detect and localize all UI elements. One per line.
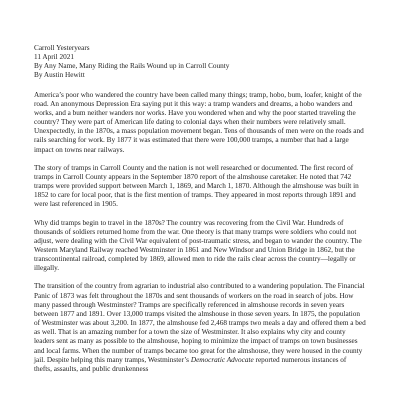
- article-header: [34, 44, 366, 81]
- paragraph-3: Why did tramps begin to travel in the 1870s? The country was recovering from the Civil War. Hundreds of thousands of soldiers returned home from the war. One theory is that many tramps were soldiers who could not adjust, were dealing with the Civil War equivalent of post-traumatic stress, and began to wander the country. The Western Maryland Railway reached Westminster in 1861 and New Windsor and Union Bridge in 1862, but the transcontinental railroad, completed by 1869, allowed men to ride the rails clear across the country—legally or illegally.: [34, 218, 362, 273]
- paragraph-2: The story of tramps in Carroll County and the nation is not well researched or documented. The first record of tramps in Carroll County appears in the September 1870 report of the almshouse caretaker. He noted that 742 tramps were provided support between March 1, 1869, and March 1, 1870. Although the almshouse was built in 1852 to care for local poor, that is the first mention of tramps. They appeared in most reports through 1891 and were last referenced in 1905.: [34, 163, 359, 209]
- publication-date: 11 April 2021: [34, 53, 75, 62]
- paragraph-4-text-end: reported numerous instances of thefts, assaults, and public drunkenness: [34, 355, 347, 373]
- article-title: By Any Name, Many Riding the Rails Wound up in Carroll County: [34, 62, 230, 71]
- paragraph-4-text-start: The transition of the country from agrarian to industrial also contributed to a wandering population. The Financial Panic of 1873 was felt throughout the 1870s and sent thousands of workers on the road in search of jobs. How many passed through Westminster? Tramps are specifically referenced in almshouse records in seven years between 1877 and 1891. Over 13,000 tramps visited the almshouse in those seven years. In 1875, the population of Westminster was about 3,200. In 1877, the almshouse fed 2,468 tramps two meals a day and offered them a bed as well. That is an amazing number for a town the size of Westminster. It also explains why city and county leaders sent as many as possible to the almshouse, hoping to minimize the impact of tramps on town businesses and local farms. When the number of tramps became too great for the almshouse, they were housed in the county jail. Despite helping this many tramps, Westminster’s: [34, 282, 366, 364]
- paragraph-1: America’s poor who wandered the country have been called many things; tramp, hobo, bum, loafer, knight of the road. An anonymous Depression Era saying put it this way: a tramp wanders and dreams, a hobo wanders and works, and a bum neither wanders nor works. Have you wondered when and why the poor started traveling the country? They were part of American life dating to colonial days when their numbers were relatively small. Unexpectedly, in the 1870s, a mass population movement began. Tens of thousands of men were on the roads and rails searching for work. By 1877 it was estimated that there were 100,000 tramps, a number that had a large impact on towns near railways.: [34, 90, 364, 154]
- paragraph-4: [34, 282, 366, 374]
- newspaper-name: Democratic Advocate: [190, 355, 254, 364]
- byline: By Austin Hewitt: [34, 71, 85, 80]
- column-series-name: Carroll Yesteryears: [34, 44, 90, 52]
